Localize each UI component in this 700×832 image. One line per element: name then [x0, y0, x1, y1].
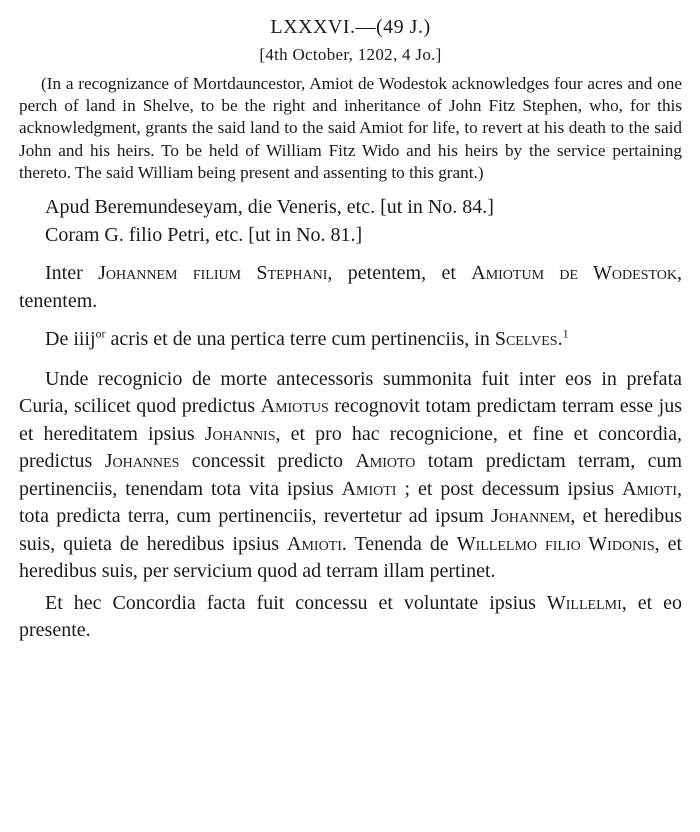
party-petitioner: Johannem filium Stephani: [98, 262, 328, 285]
unde-paragraph: [19, 366, 682, 586]
footnote-marker: 1: [562, 326, 569, 341]
unde-text-9: . Tenenda de: [341, 532, 457, 555]
coram-line: Coram G. filio Petri, etc. [ut in No. 81.]: [45, 223, 363, 246]
unde-text-2: recognovit totam predictam terram esse jus et hereditatem ipsius: [19, 395, 682, 445]
de-paragraph: [19, 326, 682, 354]
unde-text-8: , et heredibus suis, quieta de heredibus ipsius: [19, 505, 683, 555]
summary-text: (In a recognizance of Mortdauncestor, Amiot de Wodestok acknowledges four acres and one perch of land in Shelve, to be the right and inheritance of John Fitz Stephen, who, for this acknowledgment, grants the said land to the said Amiot for life, to revert at his death to the said John and his heirs. To be held of William Fitz Wido and his heirs by the service pertaining thereto. The said William being present and assenting to this grant.): [19, 74, 682, 182]
entry-heading: LXXXVI.—(49 J.): [270, 16, 431, 38]
name-amioti-2: Amioti: [622, 477, 677, 500]
inter-text-2: , petentem, et: [327, 262, 472, 285]
apud-line: Apud Beremundeseyam, die Veneris, etc. [ut in No. 84.]: [45, 196, 494, 219]
de-text-1: De iiij: [45, 328, 96, 351]
name-willelmi: Willelmi: [546, 591, 622, 614]
unde-text-1: Unde recognicio de morte antecessoris summonita fuit inter eos in prefata Curia, scilicet quod predictus: [19, 367, 682, 418]
inter-text-3: , tenentem.: [19, 262, 683, 312]
party-tenant: Amiotum de Wodestok: [471, 262, 678, 285]
unde-text-6: ; et post decessum ipsius: [396, 477, 623, 500]
name-johannem: Johannem: [491, 505, 571, 528]
name-johannes: Johannes: [104, 450, 180, 473]
entry-date: [4th October, 1202, 4 Jo.]: [259, 45, 442, 64]
et-paragraph: [19, 590, 682, 645]
de-superscript: or: [95, 326, 106, 341]
et-text-2: , et eo presente.: [19, 591, 682, 642]
name-amioti-1: Amioti: [341, 477, 397, 500]
name-willelmo: Willelmo filio Widonis: [456, 532, 655, 555]
et-text-1: Et hec Concordia facta fuit concessu et voluntate ipsius: [45, 591, 547, 614]
unde-text-10: , et heredibus suis, per servicium quod ad terram illam pertinet.: [19, 532, 682, 583]
latin-text: [19, 194, 682, 645]
name-amioto: Amioto: [355, 450, 416, 473]
unde-text-4: concessit predicto: [179, 450, 356, 473]
de-text-2: acris et de una pertica terre cum pertinenciis, in: [105, 328, 495, 351]
name-johannis: Johannis: [204, 422, 276, 445]
inter-paragraph: [19, 260, 682, 315]
unde-text-5: totam predictam terram, cum pertinenciis, tenendam tota vita ipsius: [19, 450, 683, 500]
name-amiotus: Amiotus: [260, 395, 329, 418]
place-scelves: Scelves: [494, 328, 558, 351]
de-text-3: .: [557, 328, 563, 351]
name-amioti-3: Amioti: [287, 532, 342, 555]
unde-text-7: , tota predicta terra, cum pertinenciis, revertetur ad ipsum: [19, 477, 682, 528]
english-summary: [19, 73, 682, 184]
inter-text-1: Inter: [45, 262, 99, 285]
unde-text-3: , et pro hac recognicione, et fine et concordia, predictus: [19, 422, 682, 473]
